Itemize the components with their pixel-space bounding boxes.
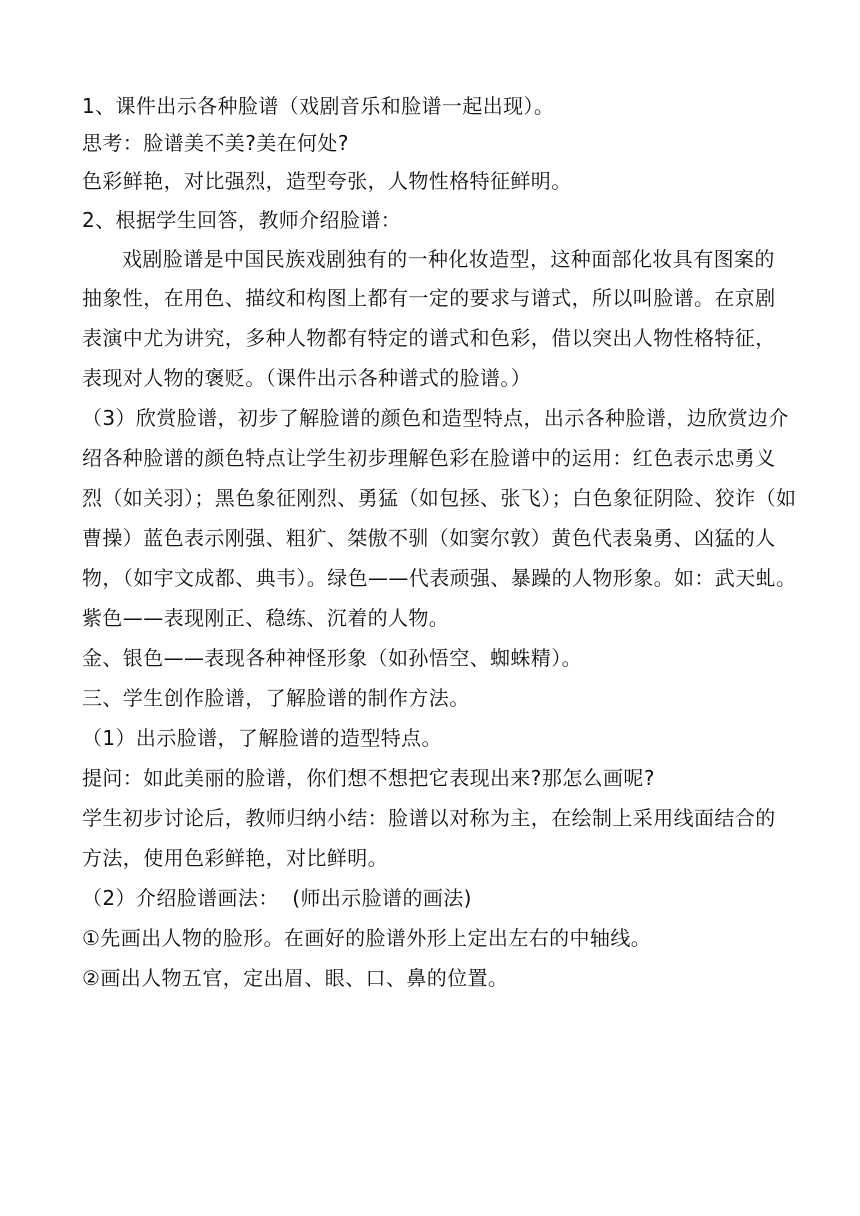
drawing-step-2: ②画出人物五官，定出眉、眼、口、鼻的位置。 xyxy=(82,966,509,990)
section-three-heading: 三、学生创作脸谱，了解脸谱的制作方法。 xyxy=(82,686,470,710)
opera-mask-paragraph-line: 戏剧脸谱是中国民族戏剧独有的一种化妆造型，这种面部化妆具有图案的 xyxy=(122,247,775,271)
discussion-summary-line: 学生初步讨论后，教师归纳小结：脸谱以对称为主，在绘制上采用线面结合的 xyxy=(82,806,776,830)
mask-shape-step: （1）出示脸谱，了解脸谱的造型特点。 xyxy=(82,726,442,750)
step-1-courseware-line: 1、课件出示各种脸谱（戏剧音乐和脸谱一起出现）。 xyxy=(82,94,555,118)
discussion-summary-line: 方法，使用色彩鲜艳，对比鲜明。 xyxy=(82,846,388,870)
purple-color-note: 紫色——表现刚正、稳练、沉着的人物。 xyxy=(82,606,450,630)
question-line: 提问：如此美丽的脸谱，你们想不想把它表现出来?那怎么画呢? xyxy=(82,766,655,790)
appreciation-paragraph-line: 物，（如宇文成都、典韦）。绿色——代表顽强、暴躁的人物形象。如：武天虬。 xyxy=(82,566,797,590)
gold-silver-color-note: 金、银色——表现各种神怪形象（如孙悟空、蜘蛛精）。 xyxy=(82,646,582,670)
appreciation-paragraph-line: （3）欣赏脸谱，初步了解脸谱的颜色和造型特点，出示各种脸谱，边欣赏边介 xyxy=(82,406,789,430)
opera-mask-paragraph-line: 表现对人物的褒贬。（课件出示各种谱式的脸谱。） xyxy=(82,366,532,390)
document-body xyxy=(82,88,797,1000)
appreciation-paragraph-line: 曹操）蓝色表示刚强、粗犷、桀傲不驯（如窦尔敦）黄色代表枭勇、凶猛的人 xyxy=(82,526,776,550)
drawing-step-1: ①先画出人物的脸形。在画好的脸谱外形上定出左右的中轴线。 xyxy=(82,926,652,950)
opera-mask-paragraph-line: 抽象性，在用色、描纹和构图上都有一定的要求与谱式，所以叫脸谱。在京剧 xyxy=(82,286,776,310)
appreciation-paragraph-line: 烈（如关羽）；黑色象征刚烈、勇猛（如包拯、张飞）；白色象征阴险、狡诈（如 xyxy=(82,486,797,510)
answer-summary: 色彩鲜艳，对比强烈，造型夸张，人物性格特征鲜明。 xyxy=(82,169,572,193)
opera-mask-paragraph-line: 表演中尤为讲究，多种人物都有特定的谱式和色彩，借以突出人物性格特征， xyxy=(82,326,776,350)
step-2-teacher-intro: 2、根据学生回答，教师介绍脸谱： xyxy=(82,208,402,232)
drawing-method-heading: （2）介绍脸谱画法： (师出示脸谱的画法) xyxy=(82,886,472,910)
thinking-question: 思考：脸谱美不美?美在何处? xyxy=(82,131,349,155)
appreciation-paragraph-line: 绍各种脸谱的颜色特点让学生初步理解色彩在脸谱中的运用：红色表示忠勇义 xyxy=(82,446,776,470)
